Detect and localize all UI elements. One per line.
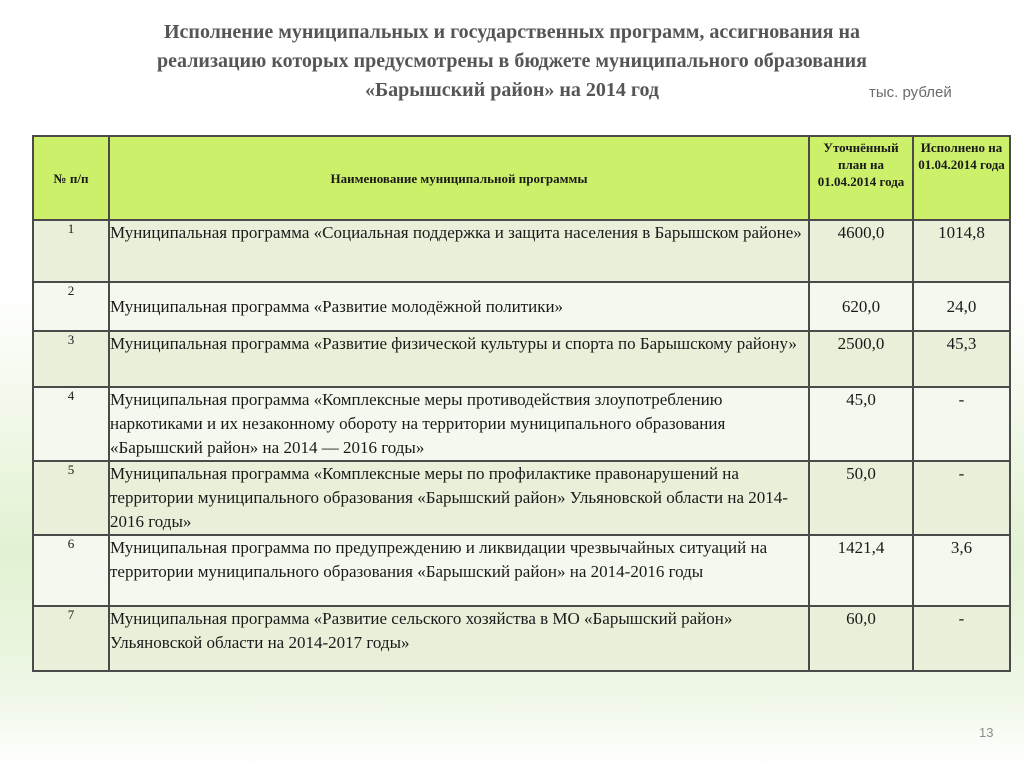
row-plan-value: 60,0	[809, 606, 913, 671]
row-program-name: Муниципальная программа «Развитие сельского хозяйства в МО «Барышский район» Ульяновской области на 2014-2017 годы»	[109, 606, 809, 671]
title-line-3: «Барышский район» на 2014 год	[364, 79, 660, 101]
row-done-value: 45,3	[913, 331, 1010, 387]
table-row	[33, 220, 1010, 282]
header-num: № п/п	[33, 136, 109, 220]
row-num: 4	[33, 387, 109, 461]
row-program-name: Муниципальная программа «Развитие молодёжной политики»	[109, 282, 809, 331]
units-label: тыс. рублей	[869, 84, 952, 101]
table-row	[33, 461, 1010, 535]
header-done: Исполнено на 01.04.2014 года	[913, 136, 1010, 220]
row-num: 7	[33, 606, 109, 671]
row-num: 6	[33, 535, 109, 606]
row-num: 5	[33, 461, 109, 535]
table-row	[33, 331, 1010, 387]
row-done-value: -	[913, 606, 1010, 671]
row-plan-value: 45,0	[809, 387, 913, 461]
row-plan-value: 2500,0	[809, 331, 913, 387]
programs-table	[32, 135, 1011, 672]
row-program-name: Муниципальная программа «Социальная поддержка и защита населения в Барышском районе»	[109, 220, 809, 282]
header-plan: Уточнённый план на 01.04.2014 года	[809, 136, 913, 220]
row-num: 1	[33, 220, 109, 282]
row-num: 3	[33, 331, 109, 387]
row-done-value: 1014,8	[913, 220, 1010, 282]
row-plan-value: 50,0	[809, 461, 913, 535]
title-line-2: реализацию которых предусмотрены в бюджете муниципального образования	[157, 50, 867, 72]
row-program-name: Муниципальная программа «Комплексные меры по профилактике правонарушений на территории муниципального образования «Барышский район» Ульяновской области на 2014-2016 годы»	[109, 461, 809, 535]
row-plan-value: 1421,4	[809, 535, 913, 606]
row-done-value: 3,6	[913, 535, 1010, 606]
row-program-name: Муниципальная программа по предупреждению и ликвидации чрезвычайных ситуаций на территории муниципального образования «Барышский район» на 2014-2016 годы	[109, 535, 809, 606]
row-num: 2	[33, 282, 109, 331]
header-name: Наименование муниципальной программы	[109, 136, 809, 220]
table-row	[33, 387, 1010, 461]
table-header-row	[33, 136, 1010, 220]
page-number: 13	[979, 725, 994, 740]
row-done-value: 24,0	[913, 282, 1010, 331]
table-row	[33, 282, 1010, 331]
table-row	[33, 535, 1010, 606]
title-line-1: Исполнение муниципальных и государственных программ, ассигнования на	[163, 21, 860, 43]
row-plan-value: 4600,0	[809, 220, 913, 282]
row-program-name: Муниципальная программа «Развитие физической культуры и спорта по Барышскому району»	[109, 331, 809, 387]
row-done-value: -	[913, 461, 1010, 535]
row-done-value: -	[913, 387, 1010, 461]
row-plan-value: 620,0	[809, 282, 913, 331]
table-row	[33, 606, 1010, 671]
row-program-name: Муниципальная программа «Комплексные меры противодействия злоупотреблению наркотиками и их незаконному обороту на территории муниципального образования «Барышский район» на 2014 — 2016 годы»	[109, 387, 809, 461]
